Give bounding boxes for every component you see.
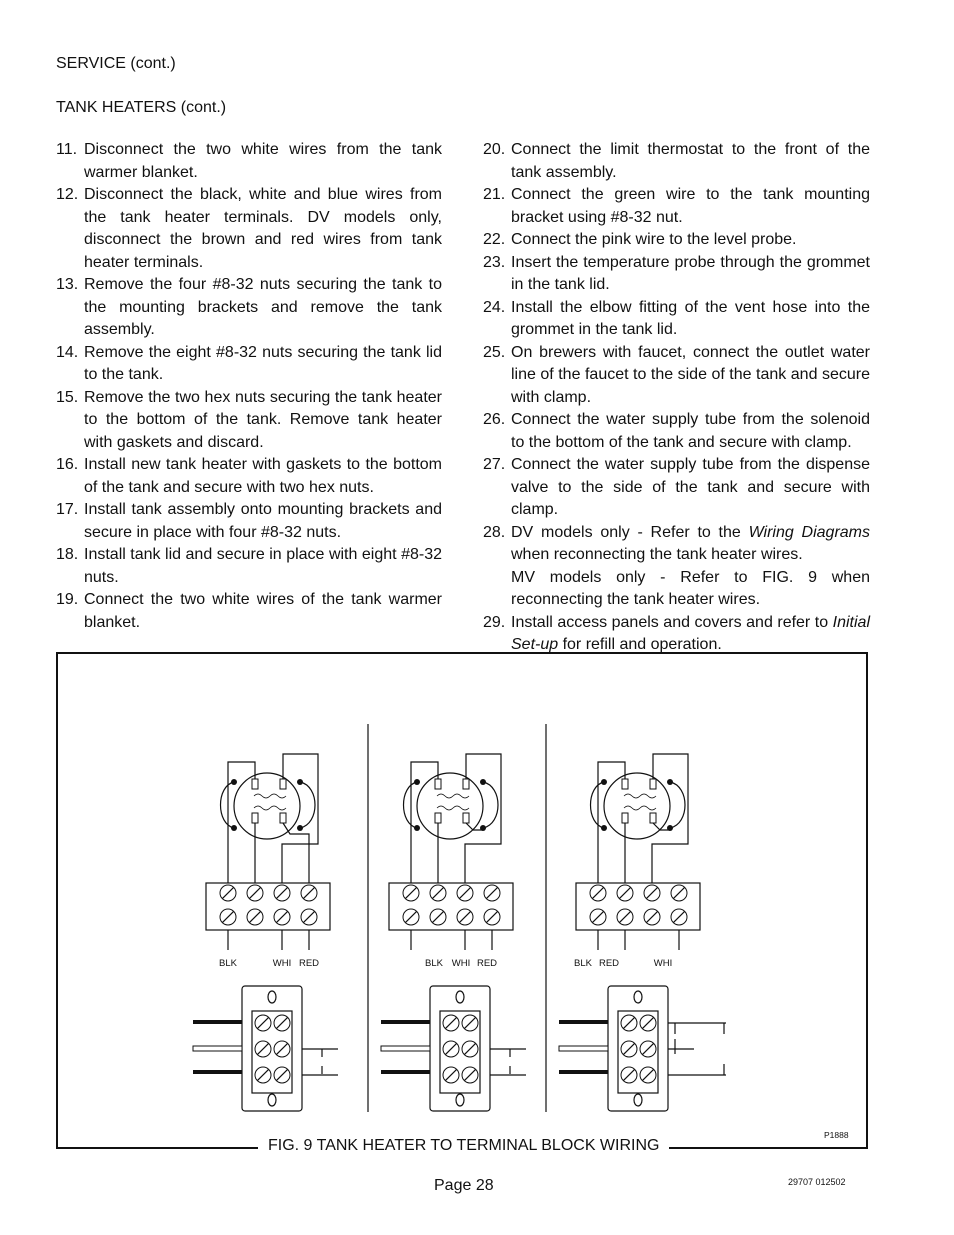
step-text: Install tank lid and secure in place with eight #8-32 nuts. (84, 546, 442, 586)
mounting-hole (634, 1094, 642, 1106)
step-item (483, 139, 870, 184)
step-item (483, 252, 870, 297)
terminal-strip-body (608, 986, 668, 1111)
step-item (56, 454, 442, 499)
step-item (56, 589, 442, 634)
page-number: Page 28 (434, 1177, 494, 1194)
terminal-strip (193, 986, 338, 1111)
wire-label: BLK (425, 958, 443, 969)
step-item (483, 184, 870, 229)
wiring-diagram (58, 654, 866, 1147)
step-text: Remove the four #8-32 nuts securing the tank to the mounting brackets and remove the tank assembly. (84, 276, 442, 338)
step-text: Install new tank heater with gaskets to the bottom of the tank and secure with two hex nuts. (84, 456, 442, 496)
step-text: On brewers with faucet, connect the outlet water line of the faucet to the side of the tank and secure with clamp. (511, 343, 870, 406)
heater-element-icon (234, 773, 300, 839)
heater-terminal (280, 813, 286, 823)
step-number: 20. (483, 141, 506, 158)
heater-terminal (463, 813, 469, 823)
mv-models-note: MV models only - Refer to FIG. 9 when reconnecting the tank heater wires. (511, 568, 870, 608)
wire-label: RED (476, 958, 498, 969)
heater-terminal (435, 779, 441, 789)
step-text: Connect the limit thermostat to the front of the tank assembly. (511, 141, 870, 181)
figure-code: P1888 (824, 1130, 849, 1140)
wire-label: RED (598, 958, 620, 969)
step-number: 14. (56, 343, 79, 361)
mounting-hole (456, 991, 464, 1003)
step-number: 17. (56, 501, 79, 518)
step-text: Remove the two hex nuts securing the tank heater to the bottom of the tank. Remove tank heater with gaskets and discard. (84, 388, 442, 451)
step-item (56, 387, 442, 455)
step-number: 18. (56, 546, 79, 563)
step-number: 12. (56, 186, 79, 203)
step-item (56, 499, 442, 544)
steps-left-column (56, 139, 442, 634)
step-number: 22. (483, 231, 506, 248)
step-item (56, 184, 442, 274)
figure-frame (56, 652, 868, 1149)
step-item (56, 342, 442, 387)
mounting-hole (268, 991, 276, 1003)
heater-wire (652, 754, 688, 883)
step-item (483, 297, 870, 342)
step-item (483, 342, 870, 410)
step-text: Connect the water supply tube from the dispense valve to the side of the tank and secure with clamp. (511, 456, 870, 518)
terminal-strip (559, 986, 726, 1111)
wiring-panel (193, 754, 338, 1111)
heater-terminal (650, 813, 656, 823)
step-text: Insert the temperature probe through the grommet in the tank lid. (511, 253, 870, 293)
terminal-strip-body (242, 986, 302, 1111)
step-number: 29. (483, 613, 506, 631)
figure-caption: FIG. 9 TANK HEATER TO TERMINAL BLOCK WIRING (258, 1137, 669, 1155)
heater-wire (465, 754, 501, 883)
heater-terminal (622, 779, 628, 789)
step-number: 13. (56, 276, 79, 293)
step-item: 29. Install access panels and covers and refer to Initial Set-up for refill and operation. (483, 613, 870, 653)
step-text: Disconnect the black, white and blue wires from the tank heater terminals. DV models only, disconnect the brown and red wires from tank heater terminals. (84, 186, 442, 271)
step-number: 16. (56, 456, 79, 473)
step-text: Connect the pink wire to the level probe. (511, 231, 797, 248)
step-item (483, 229, 870, 252)
step-number: 23. (483, 253, 506, 271)
wire-label: BLK (574, 958, 592, 969)
heater-wire (282, 754, 318, 883)
wiring-panel (381, 754, 526, 1111)
step-number: 27. (483, 456, 506, 473)
heater-terminal (252, 813, 258, 823)
terminal-strip (381, 986, 526, 1111)
step-item: 28. DV models only - Refer to the Wiring Diagrams when reconnecting the tank heater wires. MV models only - Refer to FIG. 9 when reconnecting the tank heater wires. (483, 523, 871, 608)
step-number: 19. (56, 591, 79, 608)
wire-label: WHI (451, 958, 471, 969)
supply-wire (381, 1046, 430, 1051)
wire-label: WHI (272, 958, 292, 969)
step-item (483, 454, 870, 522)
section-heading: SERVICE (cont.) (56, 55, 176, 72)
step-item (56, 139, 442, 184)
step-number: 25. (483, 343, 506, 361)
step-item (483, 409, 870, 454)
mounting-hole (268, 1094, 276, 1106)
mounting-hole (634, 991, 642, 1003)
step-number: 24. (483, 298, 506, 316)
step-text: Remove the eight #8-32 nuts securing the tank lid to the tank. (84, 343, 442, 383)
step-number: 15. (56, 388, 79, 406)
step-number: 28. (483, 523, 506, 541)
step-text: Disconnect the two white wires from the tank warmer blanket. (84, 141, 442, 181)
heater-terminal (463, 779, 469, 789)
mounting-hole (456, 1094, 464, 1106)
step-text: Install the elbow fitting of the vent hose into the grommet in the tank lid. (511, 298, 870, 338)
wire-label: WHI (653, 958, 673, 969)
step-text: Connect the water supply tube from the solenoid to the bottom of the tank and secure with clamp. (511, 411, 870, 451)
wiring-panel (559, 754, 726, 1111)
heater-terminal (650, 779, 656, 789)
heater-element-icon (604, 773, 670, 839)
wire-label: BLK (219, 958, 237, 969)
wire-label: RED (298, 958, 320, 969)
heater-element-icon (417, 773, 483, 839)
step-text: Install tank assembly onto mounting brackets and secure in place with four #8-32 nuts. (84, 501, 442, 541)
initial-setup-reference: Initial Set-up (511, 613, 870, 653)
wiring-diagrams-reference: Wiring Diagrams (748, 523, 871, 541)
step-text: Connect the two white wires of the tank warmer blanket. (84, 591, 442, 631)
document-code: 29707 012502 (788, 1177, 846, 1187)
terminal-strip-body (430, 986, 490, 1111)
step-number: 11. (56, 141, 78, 158)
step-number: 21. (483, 186, 506, 203)
step-number: 26. (483, 411, 506, 428)
step-item (56, 544, 442, 589)
subsection-heading: TANK HEATERS (cont.) (56, 99, 227, 116)
supply-wire (559, 1046, 608, 1051)
heater-terminal (622, 813, 628, 823)
heater-terminal (435, 813, 441, 823)
supply-wire (193, 1046, 242, 1051)
heater-terminal (252, 779, 258, 789)
step-text: Connect the green wire to the tank mounting bracket using #8-32 nut. (511, 186, 870, 226)
step-item (56, 274, 442, 342)
heater-terminal (280, 779, 286, 789)
steps-right-column (483, 139, 870, 657)
